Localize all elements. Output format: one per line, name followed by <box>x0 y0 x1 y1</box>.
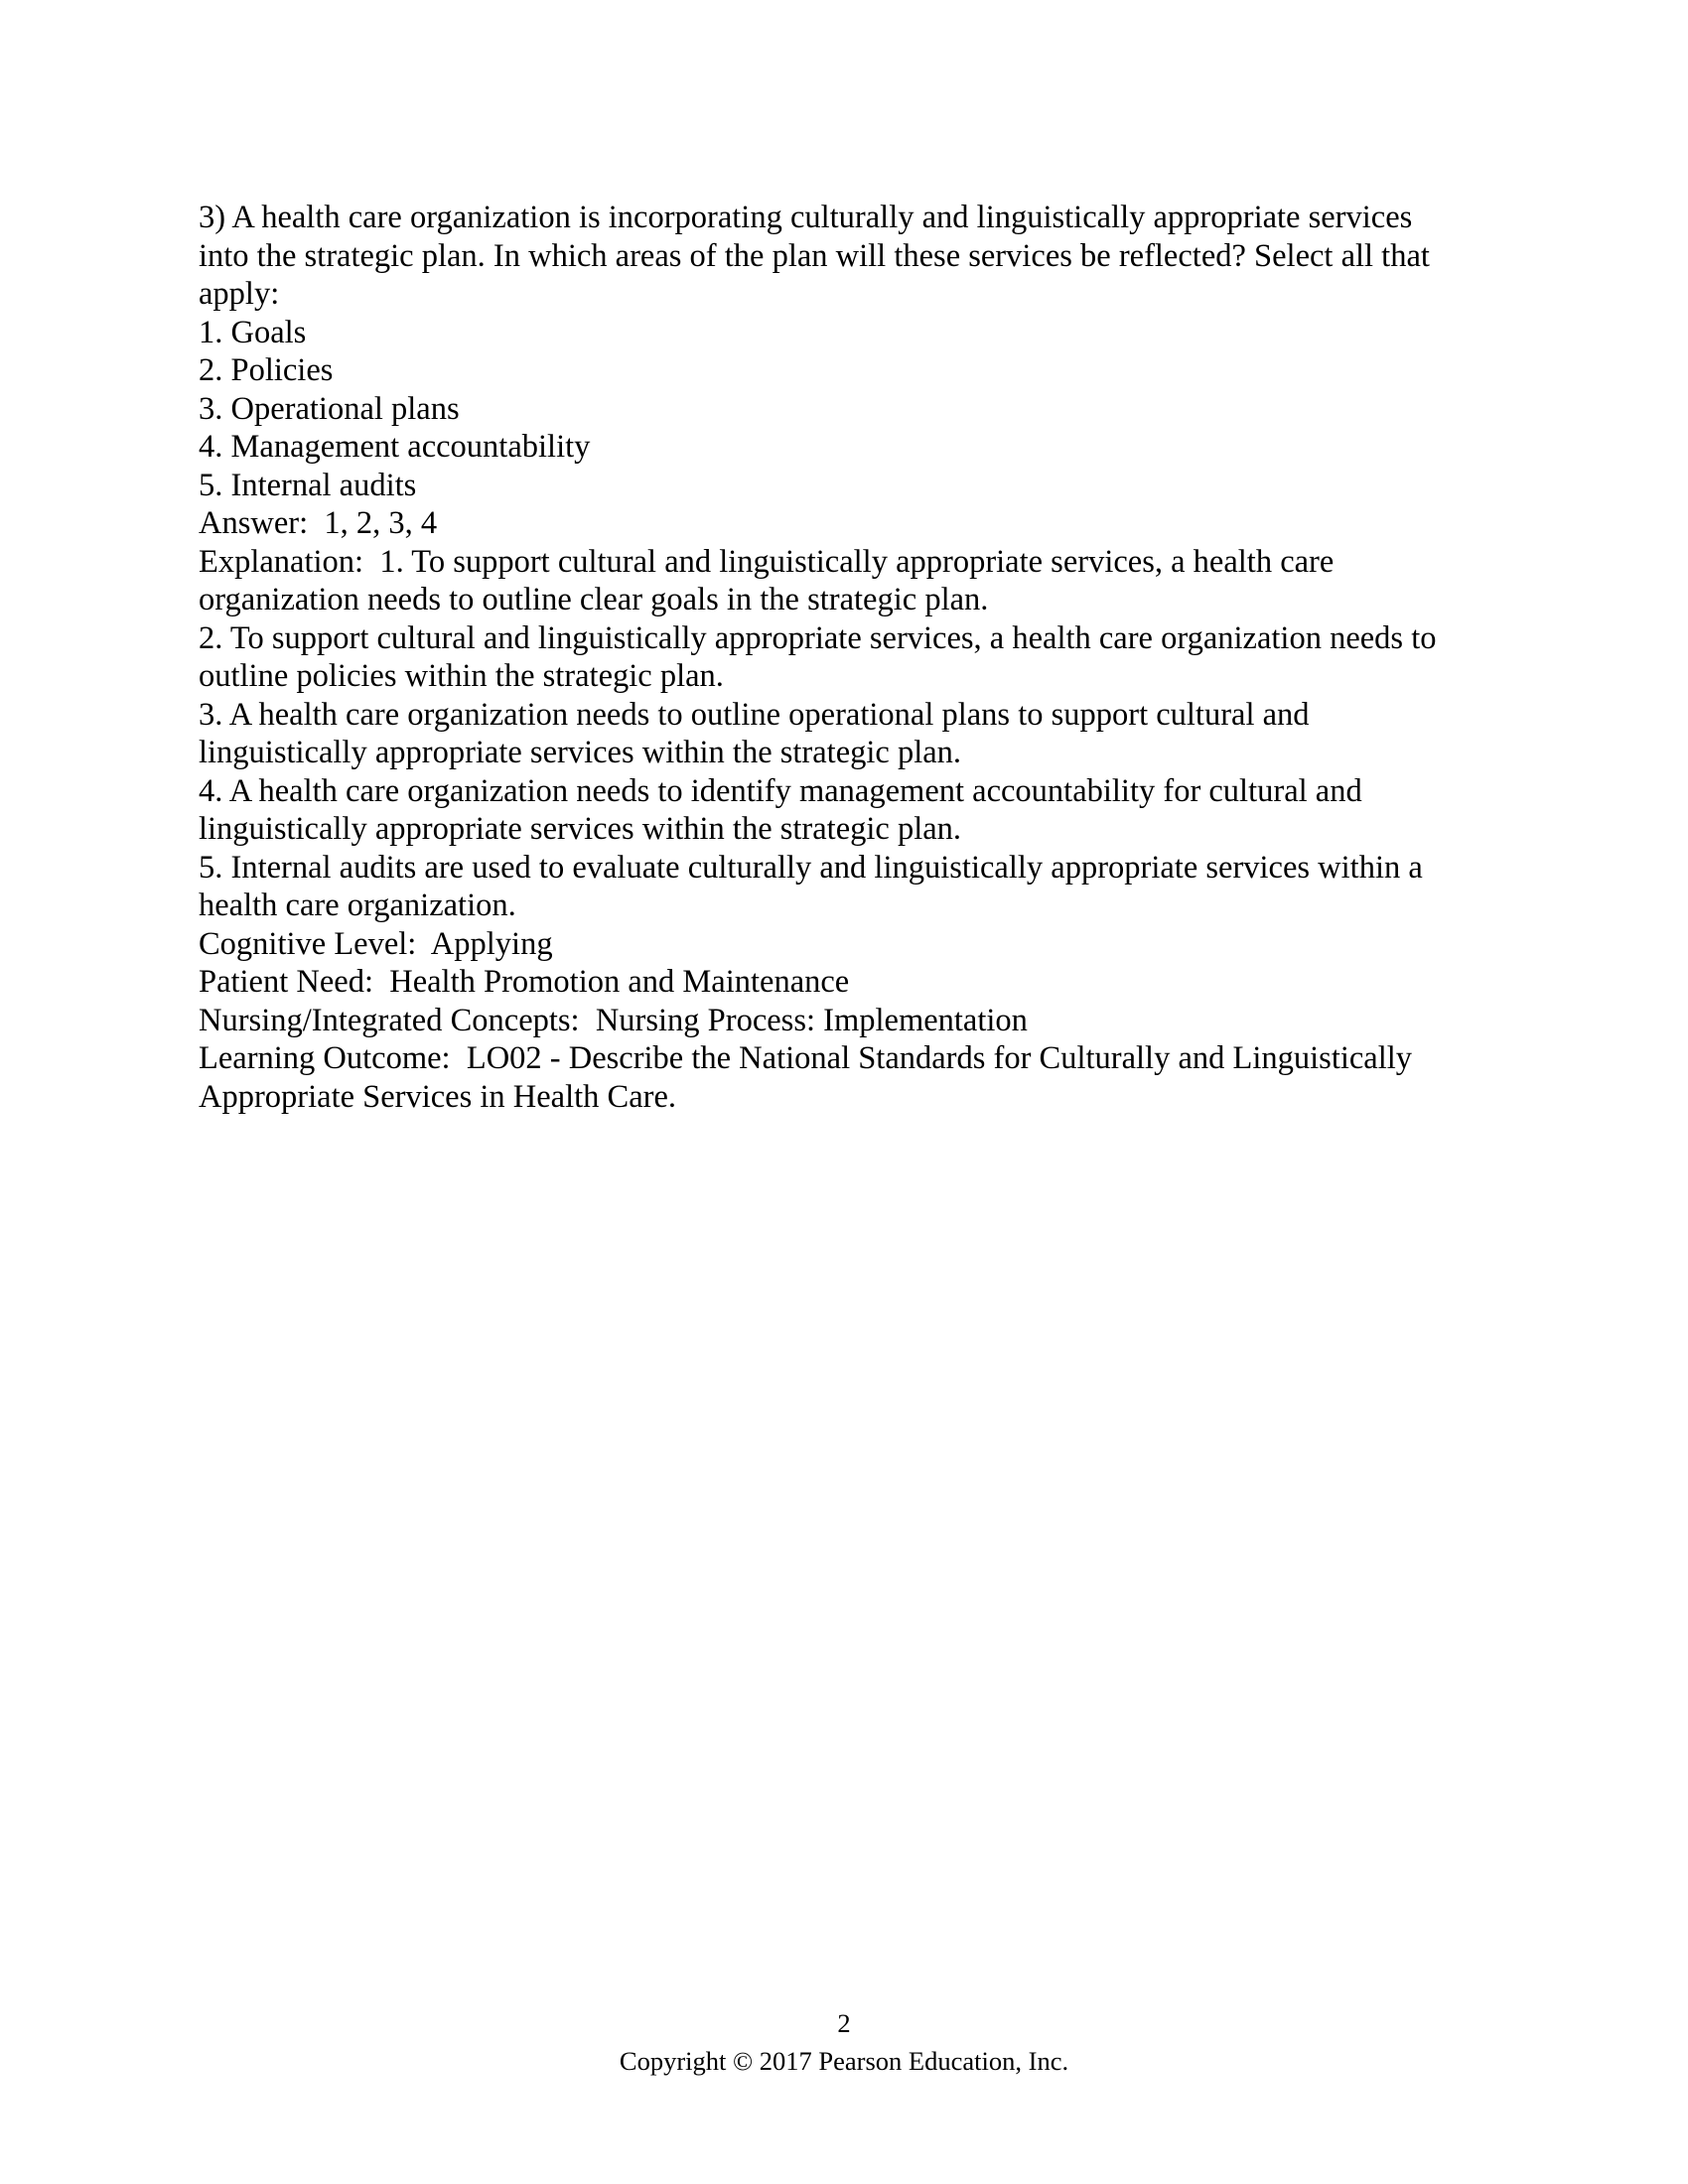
document-body <box>199 199 1509 1116</box>
explanation-line: outline policies within the strategic plan. <box>199 658 724 694</box>
page-number: 2 <box>837 2008 851 2038</box>
explanation-line: linguistically appropriate services within the strategic plan. <box>199 811 962 847</box>
option-item: 4. Management accountability <box>199 429 591 465</box>
question-stem <box>199 199 1509 314</box>
explanation-line: organization needs to outline clear goals in the strategic plan. <box>199 582 989 617</box>
option-item: 1. Goals <box>199 314 307 350</box>
question-line: apply: <box>199 276 280 312</box>
answer-key: Answer: 1, 2, 3, 4 <box>199 505 438 541</box>
explanation-line: 3. A health care organization needs to outline operational plans to support cultural and <box>199 696 1310 733</box>
cognitive-level: Cognitive Level: Applying <box>199 925 553 962</box>
learning-outcome-line: Appropriate Services in Health Care. <box>199 1078 677 1115</box>
question-line: into the strategic plan. In which areas of the plan will these services be reflected? Select all that <box>199 237 1430 274</box>
option-item: 2. Policies <box>199 352 334 388</box>
integrated-concepts: Nursing/Integrated Concepts: Nursing Process: Implementation <box>199 1002 1028 1038</box>
option-item: 3. Operational plans <box>199 390 460 427</box>
explanation-line: 4. A health care organization needs to identify management accountability for cultural and <box>199 772 1362 809</box>
patient-need: Patient Need: Health Promotion and Maintenance <box>199 964 850 1000</box>
explanation <box>199 543 1509 925</box>
explanation-line: 5. Internal audits are used to evaluate culturally and linguistically appropriate services within a <box>199 849 1423 886</box>
copyright-notice: Copyright © 2017 Pearson Education, Inc. <box>619 2046 1069 2076</box>
option-item: 5. Internal audits <box>199 467 417 503</box>
explanation-line: linguistically appropriate services within the strategic plan. <box>199 735 962 770</box>
learning-outcome <box>199 1039 1509 1116</box>
explanation-line: 2. To support cultural and linguistically appropriate services, a health care organization needs to <box>199 619 1437 656</box>
question-line: 3) A health care organization is incorporating culturally and linguistically appropriate services <box>199 200 1413 235</box>
answer-options <box>199 314 1509 505</box>
explanation-line: health care organization. <box>199 887 516 923</box>
learning-outcome-line: Learning Outcome: LO02 - Describe the National Standards for Culturally and Linguistically <box>199 1040 1413 1076</box>
explanation-line: Explanation: 1. To support cultural and linguistically appropriate services, a health care <box>199 543 1335 580</box>
